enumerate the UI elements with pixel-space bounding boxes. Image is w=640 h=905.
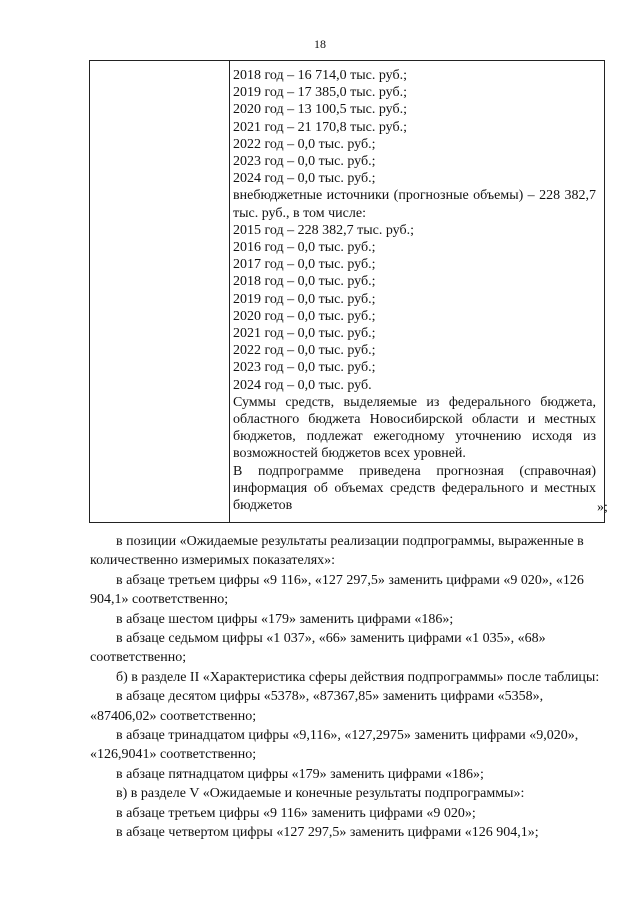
paragraph: в позиции «Ожидаемые результаты реализации подпрограммы, выраженные в количественно измеримых показателях»:	[90, 534, 584, 569]
funding-line: 2024 год – 0,0 тыс. руб.	[233, 377, 372, 393]
funding-line: 2022 год – 0,0 тыс. руб.;	[233, 343, 376, 359]
paragraph: в абзаце десятом цифры «5378», «87367,85» заменить цифрами «5358», «87406,02» соответственно;	[90, 689, 544, 724]
funding-line: 2021 год – 21 170,8 тыс. руб.;	[233, 119, 407, 135]
funding-line: 2015 год – 228 382,7 тыс. руб.;	[233, 222, 414, 238]
amendment-text	[90, 532, 610, 843]
table-column-divider	[229, 61, 230, 522]
funding-line: 2024 год – 0,0 тыс. руб.;	[233, 171, 376, 187]
closing-quote: »;	[597, 500, 608, 515]
funding-line: 2020 год – 0,0 тыс. руб.;	[233, 308, 376, 324]
funding-line: 2020 год – 13 100,5 тыс. руб.;	[233, 102, 407, 118]
funding-line: 2017 год – 0,0 тыс. руб.;	[233, 257, 376, 273]
extrabudgetary-intro: внебюджетные источники (прогнозные объемы) – 228 382,7 тыс. руб., в том числе:	[233, 188, 596, 221]
paragraph: в абзаце третьем цифры «9 116» заменить цифрами «9 020»;	[116, 805, 476, 821]
funding-line: 2021 год – 0,0 тыс. руб.;	[233, 326, 376, 342]
page-number: 18	[314, 37, 326, 51]
paragraph: в абзаце третьем цифры «9 116», «127 297,5» заменить цифрами «9 020», «126 904,1» соответственно;	[90, 572, 584, 608]
paragraph: в абзаце пятнадцатом цифры «179» заменить цифрами «186»;	[116, 766, 484, 782]
paragraph: б) в разделе II «Характеристика сферы действия подпрограммы» после таблицы:	[116, 669, 600, 685]
funding-line: 2023 год – 0,0 тыс. руб.;	[233, 154, 376, 170]
paragraph: в) в разделе V «Ожидаемые и конечные результаты подпрограммы»:	[116, 786, 525, 802]
paragraph: в абзаце седьмом цифры «1 037», «66» заменить цифрами «1 035», «68» соответственно;	[90, 631, 546, 666]
funding-line: 2023 год – 0,0 тыс. руб.;	[233, 360, 376, 376]
funding-line: 2016 год – 0,0 тыс. руб.;	[233, 240, 376, 256]
paragraph: в абзаце тринадцатом цифры «9,116», «127,2975» заменить цифрами «9,020», «126,9041» соответственно;	[90, 728, 579, 763]
funding-line: 2018 год – 0,0 тыс. руб.;	[233, 274, 376, 290]
funding-line: 2019 год – 0,0 тыс. руб.;	[233, 291, 376, 307]
funding-line: 2019 год – 17 385,0 тыс. руб.;	[233, 85, 407, 101]
forecast-note: В подпрограмме приведена прогнозная (справочная) информация об объемах средств федерального и местных бюджетов	[233, 463, 596, 514]
funding-line: 2018 год – 16 714,0 тыс. руб.;	[233, 68, 407, 83]
funding-cell	[233, 67, 596, 514]
passport-table	[89, 60, 605, 523]
budget-note: Суммы средств, выделяемые из федерального бюджета, областного бюджета Новосибирской области и местных бюджетов, подлежат ежегодному уточнению исходя из возможностей бюджетов всех уровней.	[233, 394, 596, 462]
paragraph: в абзаце четвертом цифры «127 297,5» заменить цифрами «126 904,1»;	[116, 825, 539, 841]
funding-line: 2022 год – 0,0 тыс. руб.;	[233, 136, 376, 152]
paragraph: в абзаце шестом цифры «179» заменить цифрами «186»;	[116, 611, 454, 627]
